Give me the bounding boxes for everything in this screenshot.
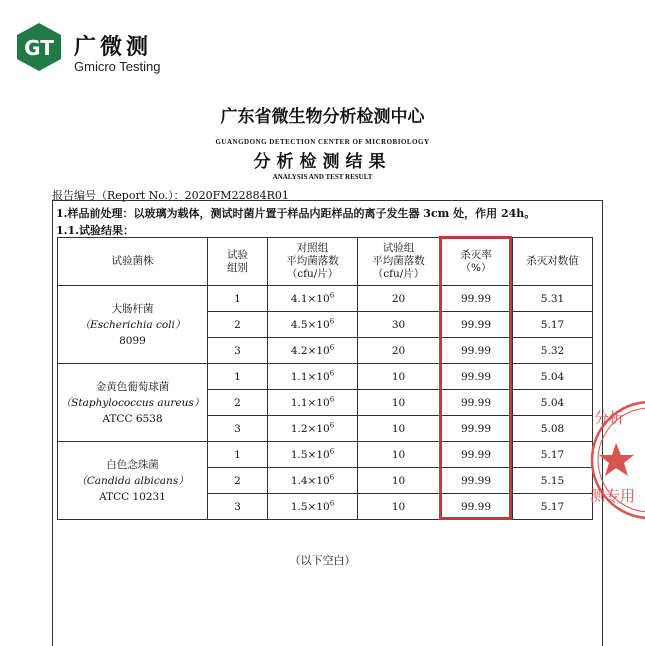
log-kill-cell: 5.31 — [513, 286, 593, 312]
strain-cell — [58, 364, 208, 442]
strain-name-cn: 白色念珠菌 — [106, 458, 159, 471]
group-cell: 2 — [208, 390, 268, 416]
stamp-text-bottom: 测专用 — [590, 487, 636, 505]
blank-below-note: （以下空白） — [289, 554, 356, 567]
kill-rate-cell: 99.99 — [440, 494, 513, 520]
stamp-star-icon — [599, 443, 634, 476]
group-cell: 3 — [208, 494, 268, 520]
test-count-cell: 10 — [358, 468, 440, 494]
control-count-cell: $4.1\times 10^6$ — [268, 286, 358, 312]
control-count-cell: $1.5\times 10^6$ — [268, 494, 358, 520]
table-row — [58, 364, 593, 390]
table-row — [58, 286, 593, 312]
pretreatment-note: 1.样品前处理：以玻璃为载体，测试时菌片置于样品内距样品的离子发生器 3cm 处，作用 24h。 — [56, 207, 536, 220]
kill-rate-cell: 99.99 — [440, 312, 513, 338]
group-cell: 2 — [208, 312, 268, 338]
kill-rate-cell: 99.99 — [440, 364, 513, 390]
test-count-cell: 10 — [358, 364, 440, 390]
document-subtitle-en: ANALYSIS AND TEST RESULT — [272, 173, 373, 181]
brand-name-cn: 广微测 — [74, 35, 153, 60]
group-cell: 1 — [208, 286, 268, 312]
strain-cell — [58, 286, 208, 364]
group-cell: 1 — [208, 364, 268, 390]
test-count-cell: 10 — [358, 416, 440, 442]
test-count-cell: 10 — [358, 390, 440, 416]
header-log-kill: 杀灭对数值 — [513, 238, 593, 286]
header-control: 对照组 平均菌落数 （cfu/片） — [268, 238, 358, 286]
strain-name-cn: 金黄色葡萄球菌 — [95, 380, 170, 393]
strain-cell — [58, 442, 208, 520]
log-kill-cell: 5.15 — [513, 468, 593, 494]
group-cell: 3 — [208, 416, 268, 442]
document-title-en: GUANGDONG DETECTION CENTER OF MICROBIOLOGY — [215, 138, 430, 146]
control-count-cell: $1.1\times 10^6$ — [268, 390, 358, 416]
control-count-cell: $4.2\times 10^6$ — [268, 338, 358, 364]
document-title-cn: 广东省微生物分析检测中心 — [220, 107, 425, 127]
group-cell: 2 — [208, 468, 268, 494]
logo-text: GT — [24, 36, 54, 60]
gmicro-logo-icon — [14, 22, 64, 72]
log-kill-cell: 5.17 — [513, 494, 593, 520]
test-count-cell: 30 — [358, 312, 440, 338]
strain-name-latin: （Staphylococcus aureus） — [60, 396, 205, 409]
kill-rate-cell: 99.99 — [440, 416, 513, 442]
log-kill-cell: 5.17 — [513, 312, 593, 338]
test-count-cell: 10 — [358, 442, 440, 468]
strain-id: ATCC 6538 — [102, 412, 163, 425]
group-cell: 1 — [208, 442, 268, 468]
log-kill-cell: 5.04 — [513, 390, 593, 416]
kill-rate-cell: 99.99 — [440, 286, 513, 312]
strain-id: ATCC 10231 — [99, 490, 166, 503]
official-stamp — [588, 385, 645, 535]
test-count-cell: 20 — [358, 338, 440, 364]
kill-rate-cell: 99.99 — [440, 442, 513, 468]
test-count-cell: 10 — [358, 494, 440, 520]
group-cell: 3 — [208, 338, 268, 364]
log-kill-cell: 5.08 — [513, 416, 593, 442]
kill-rate-cell: 99.99 — [440, 338, 513, 364]
control-count-cell: $1.1\times 10^6$ — [268, 364, 358, 390]
strain-name-latin: （Candida albicans） — [76, 474, 189, 487]
table-row — [58, 442, 593, 468]
test-count-cell: 20 — [358, 286, 440, 312]
header-test: 试验组 平均菌落数 （cfu/片） — [358, 238, 440, 286]
log-kill-cell: 5.04 — [513, 364, 593, 390]
control-count-cell: $4.5\times 10^6$ — [268, 312, 358, 338]
results-section-label: 1.1.试验结果： — [56, 224, 134, 237]
control-count-cell: $1.2\times 10^6$ — [268, 416, 358, 442]
control-count-cell: $1.4\times 10^6$ — [268, 468, 358, 494]
results-table — [57, 237, 593, 520]
log-kill-cell: 5.17 — [513, 442, 593, 468]
brand-name-en: Gmicro Testing — [74, 59, 161, 74]
header-group: 试验 组别 — [208, 238, 268, 286]
stamp-text-top: 分析 — [594, 409, 625, 427]
log-kill-cell: 5.32 — [513, 338, 593, 364]
table-header-row — [58, 238, 593, 286]
control-count-cell: $1.5\times 10^6$ — [268, 442, 358, 468]
kill-rate-cell: 99.99 — [440, 468, 513, 494]
kill-rate-cell: 99.99 — [440, 390, 513, 416]
strain-name-latin: （Escherichia coli） — [79, 318, 186, 331]
header-kill-rate: 杀灭率 （%） — [440, 238, 513, 286]
header-strain: 试验菌株 — [58, 238, 208, 286]
strain-id: 8099 — [119, 334, 146, 347]
document-subtitle-cn: 分析检测结果 — [253, 152, 392, 172]
report-number: 报告编号（Report No.）：2020FM22884R01 — [52, 189, 289, 202]
strain-name-cn: 大肠杆菌 — [111, 302, 154, 315]
